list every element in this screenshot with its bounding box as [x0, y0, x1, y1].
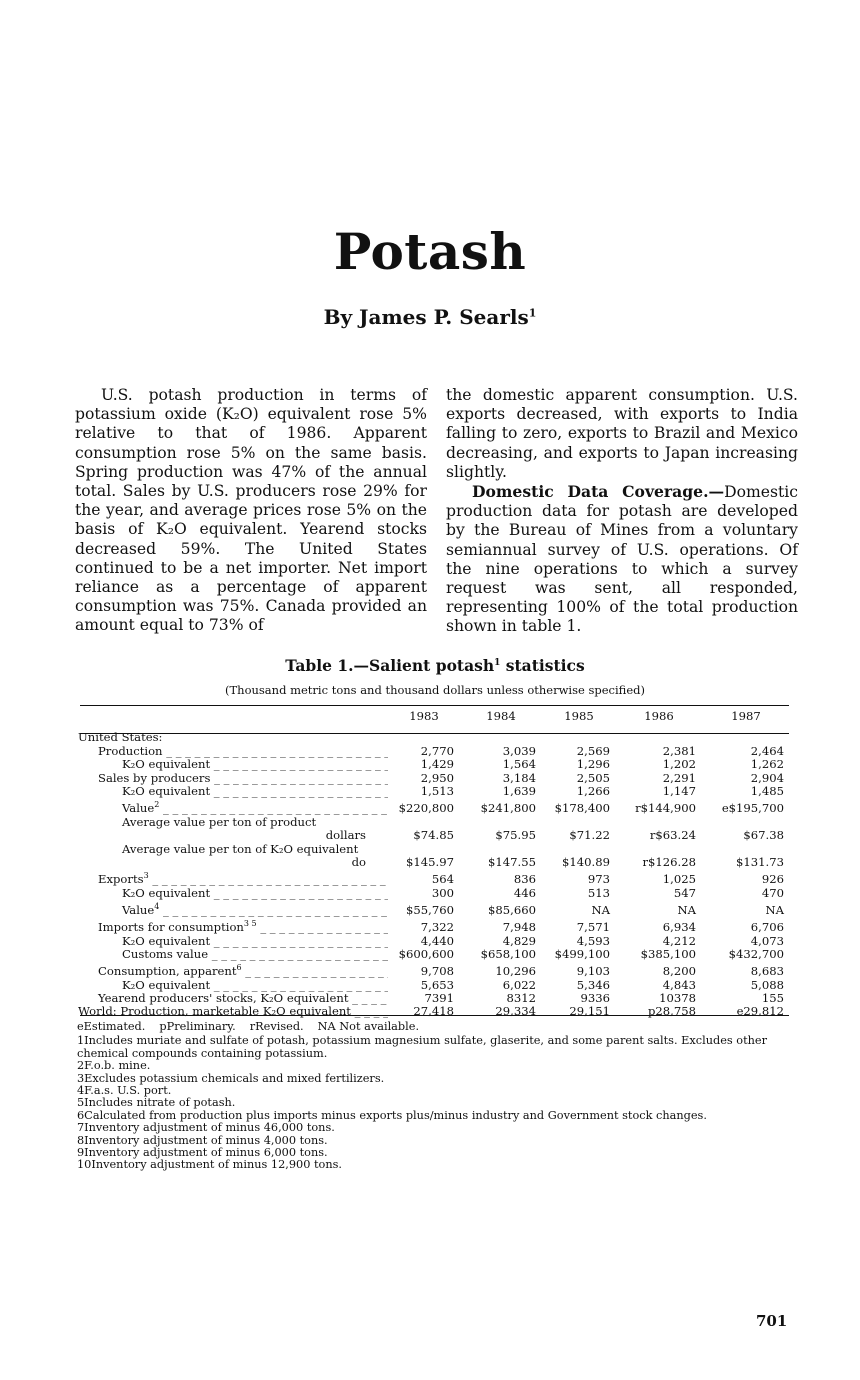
value-cell: 300: [431, 885, 454, 900]
footnote-legend: [77, 1021, 792, 1033]
value-cell: 9,103: [576, 964, 610, 979]
value-cell: 513: [587, 885, 610, 900]
legend-item: pPreliminary.: [159, 1020, 236, 1033]
value-cell: r$126.28: [642, 854, 696, 869]
table-row: [78, 961, 790, 978]
row-label: Sales by producers _ _ _: [78, 772, 388, 785]
footnote: 10Inventory adjustment of minus 12,900 tons.: [77, 1158, 343, 1172]
value-cell: 3,184: [502, 770, 536, 785]
footnote: 3Excludes potassium chemicals and mixed fertilizers.: [77, 1071, 385, 1085]
value-cell: 4,440: [420, 933, 454, 948]
table-row: [78, 843, 790, 870]
table-row: [78, 816, 790, 843]
footnote: 4F.a.s. U.S. port.: [77, 1084, 172, 1098]
value-cell: 10,296: [495, 964, 536, 979]
value-cell: 547: [673, 885, 696, 900]
section-label: United States:: [78, 731, 163, 745]
table-title: Table 1.—Salient potash$^1$ statistics: [285, 656, 585, 675]
row-label: K₂O equivalent _ _ _: [78, 785, 388, 798]
data-coverage-paragraph: [446, 482, 798, 637]
value-cell: 1,485: [750, 784, 784, 799]
value-cell: 1,513: [420, 784, 454, 799]
value-cell: 4,843: [662, 977, 696, 992]
footnote: 8Inventory adjustment of minus 4,000 tons.: [77, 1133, 328, 1147]
value-cell: NA: [591, 902, 610, 917]
value-cell: 2,291: [662, 770, 696, 785]
value-cell: $74.85: [413, 828, 454, 843]
value-cell: 973: [587, 872, 610, 887]
footnote: 7Inventory adjustment of minus 46,000 tons.: [77, 1121, 335, 1135]
value-cell: $145.97: [406, 854, 454, 869]
left-column: [75, 386, 427, 636]
table-top-rule: [80, 705, 789, 706]
salient-statistics-table: [78, 710, 790, 1019]
table-row: [78, 798, 790, 815]
value-cell: 2,904: [750, 770, 784, 785]
value-cell: 29,151: [569, 1004, 610, 1019]
value-cell: 1,429: [420, 757, 454, 772]
value-cell: 1,564: [502, 757, 536, 772]
value-cell: $499,100: [554, 946, 610, 961]
column-header: 1986: [644, 709, 674, 723]
row-label: Exports$^3$ _ _ _: [78, 869, 388, 886]
value-cell: 2,505: [576, 770, 610, 785]
row-label: K₂O equivalent _ _ _: [78, 979, 388, 992]
right-column: [446, 386, 798, 637]
table-subtitle: (Thousand metric tons and thousand dollars unless otherwise specified): [225, 683, 645, 697]
value-cell: 2,770: [420, 743, 454, 758]
column-header: 1983: [409, 709, 439, 723]
value-cell: NA: [677, 902, 696, 917]
value-cell: 5,088: [750, 977, 784, 992]
row-label: World: Production, marketable K₂O equivalent _ _ _: [78, 1005, 388, 1018]
value-cell: $67.38: [743, 828, 784, 843]
value-cell: 27,418: [413, 1004, 454, 1019]
value-cell: 155: [761, 991, 784, 1006]
value-cell: $75.95: [495, 828, 536, 843]
table-row: [78, 992, 790, 1005]
value-cell: $600,600: [398, 946, 454, 961]
row-label: Customs value _ _ _: [78, 948, 388, 961]
footnote: 2F.o.b. mine.: [77, 1059, 151, 1073]
table-header-row: [78, 710, 790, 731]
value-cell: 564: [431, 872, 454, 887]
value-cell: r$144,900: [635, 801, 696, 816]
value-cell: 1,025: [662, 872, 696, 887]
value-cell: 2,569: [576, 743, 610, 758]
value-cell: $658,100: [480, 946, 536, 961]
section-row: [78, 731, 790, 744]
value-cell: $178,400: [554, 801, 610, 816]
column-header: 1987: [731, 709, 761, 723]
table-row: [78, 869, 790, 886]
row-label: Average value per ton of product dollars: [122, 815, 366, 843]
value-cell: 1,147: [662, 784, 696, 799]
value-cell: 7,571: [576, 920, 610, 935]
unit-label: do: [351, 854, 366, 869]
table-row: [78, 758, 790, 771]
table-row: [78, 772, 790, 785]
page-number: 701: [756, 1312, 788, 1330]
value-cell: 4,073: [750, 933, 784, 948]
value-cell: 4,593: [576, 933, 610, 948]
value-cell: 7,948: [502, 920, 536, 935]
value-cell: 2,464: [750, 743, 784, 758]
value-cell: $131.73: [736, 854, 784, 869]
unit-label: dollars: [325, 828, 366, 843]
data-coverage-heading: Domestic Data Coverage.—: [472, 482, 725, 502]
value-cell: $385,100: [640, 946, 696, 961]
table-row: [78, 1005, 790, 1018]
value-cell: $85,660: [488, 902, 536, 917]
value-cell: 8,683: [750, 964, 784, 979]
value-cell: 4,829: [502, 933, 536, 948]
value-cell: 1,202: [662, 757, 696, 772]
row-label: Value$^2$ _ _ _: [78, 798, 388, 815]
value-cell: $140.89: [562, 854, 610, 869]
value-cell: 9,708: [420, 964, 454, 979]
value-cell: 8,200: [662, 964, 696, 979]
table-row: [78, 948, 790, 961]
value-cell: e29,812: [736, 1004, 784, 1019]
table-row: [78, 979, 790, 992]
value-cell: 5,346: [576, 977, 610, 992]
value-cell: r$63.24: [649, 828, 696, 843]
column-header: 1985: [564, 709, 594, 723]
row-label: Production _ _ _: [78, 745, 388, 758]
value-cell: 4,212: [662, 933, 696, 948]
value-cell: 29,334: [495, 1004, 536, 1019]
table-row: [78, 935, 790, 948]
table-title-footnote-marker: 1: [494, 657, 501, 668]
value-cell: $71.22: [569, 828, 610, 843]
value-cell: p28,758: [648, 1004, 696, 1019]
value-cell: 6,934: [662, 920, 696, 935]
value-cell: 836: [513, 872, 536, 887]
value-cell: 470: [761, 885, 784, 900]
legend-item: rRevised.: [249, 1020, 304, 1033]
value-cell: $241,800: [480, 801, 536, 816]
row-label: Average value per ton of K₂O equivalent do: [122, 842, 366, 869]
value-cell: 2,950: [420, 770, 454, 785]
table-row: [78, 887, 790, 900]
row-label: Consumption, apparent$^6$ _ _ _: [78, 961, 388, 978]
author-name: By James P. Searls: [323, 305, 529, 329]
value-cell: 6,022: [502, 977, 536, 992]
header-label-cell: [78, 710, 388, 731]
page-title: Potash: [333, 222, 527, 281]
row-label: K₂O equivalent _ _ _: [78, 887, 388, 900]
footnote: 9Inventory adjustment of minus 6,000 tons.: [77, 1146, 328, 1160]
footnote: 5Includes nitrate of potash.: [77, 1096, 236, 1110]
value-cell: 6,706: [750, 920, 784, 935]
row-label: Imports for consumption$^{3 5}$ _ _ _: [78, 917, 388, 934]
value-cell: 1,262: [750, 757, 784, 772]
footnote: 6Calculated from production plus imports minus exports plus/minus industry and Government stock changes.: [77, 1108, 707, 1122]
value-cell: 7391: [424, 991, 454, 1006]
value-cell: 1,296: [576, 757, 610, 772]
value-cell: e$195,700: [721, 801, 784, 816]
table-row: [78, 785, 790, 798]
value-cell: 9336: [580, 991, 610, 1006]
value-cell: 926: [761, 872, 784, 887]
data-coverage-text: Domestic production data for potash are developed by the Bureau of Mines from a voluntary semiannual survey of U.S. operations. Of the nine operations to which a survey request was sent, all responded, representing 100% of the total production shown in table 1.: [446, 483, 798, 636]
byline: [0, 305, 860, 329]
footnote: 1Includes muriate and sulfate of potash, potassium magnesium sulfate, glaserite, and some parent salts. Excludes other chemical compounds containing potassium.: [77, 1034, 767, 1060]
intro-paragraph: U.S. potash production in terms of potassium oxide (K₂O) equivalent rose 5% relative to that of 1986. Apparent consumption rose 5% on the same basis. Spring production was 47% of the annual total. Sales by U.S. producers rose 29% for the year, and average prices rose 5% on the basis of K₂O equivalent. Yearend stocks decreased 59%. The United States continued to be a net importer. Net import reliance as a percentage of apparent consumption was 75%. Canada provided an amount equal to 73% of: [75, 386, 427, 635]
value-cell: 446: [513, 885, 536, 900]
row-label: K₂O equivalent _ _ _: [78, 935, 388, 948]
value-cell: NA: [765, 902, 784, 917]
value-cell: $147.55: [488, 854, 536, 869]
table-row: [78, 745, 790, 758]
column-header: 1984: [486, 709, 516, 723]
byline-footnote-marker: 1: [528, 306, 537, 320]
row-label: Value$^4$ _ _ _: [78, 900, 388, 917]
continued-paragraph: the domestic apparent consumption. U.S. exports decreased, with exports to India falling to zero, exports to Brazil and Mexico decreasing, and exports to Japan increasing slightly.: [446, 386, 798, 481]
row-label: K₂O equivalent _ _ _: [78, 758, 388, 771]
value-cell: 2,381: [662, 743, 696, 758]
value-cell: 8312: [506, 991, 536, 1006]
legend-item: NA Not available.: [317, 1020, 420, 1033]
value-cell: $220,800: [398, 801, 454, 816]
value-cell: $432,700: [728, 946, 784, 961]
value-cell: 3,039: [502, 743, 536, 758]
value-cell: 10378: [659, 991, 696, 1006]
table-row: [78, 900, 790, 917]
footnote-list: [77, 1035, 792, 1171]
value-cell: 1,639: [502, 784, 536, 799]
value-cell: $55,760: [406, 902, 454, 917]
value-cell: 7,322: [420, 920, 454, 935]
legend-item: eEstimated.: [77, 1020, 146, 1033]
row-label: Yearend producers' stocks, K₂O equivalent _ _ _: [78, 992, 388, 1005]
value-cell: 5,653: [420, 977, 454, 992]
value-cell: 1,266: [576, 784, 610, 799]
table-footnotes: [77, 1021, 792, 1172]
table-row: [78, 917, 790, 934]
